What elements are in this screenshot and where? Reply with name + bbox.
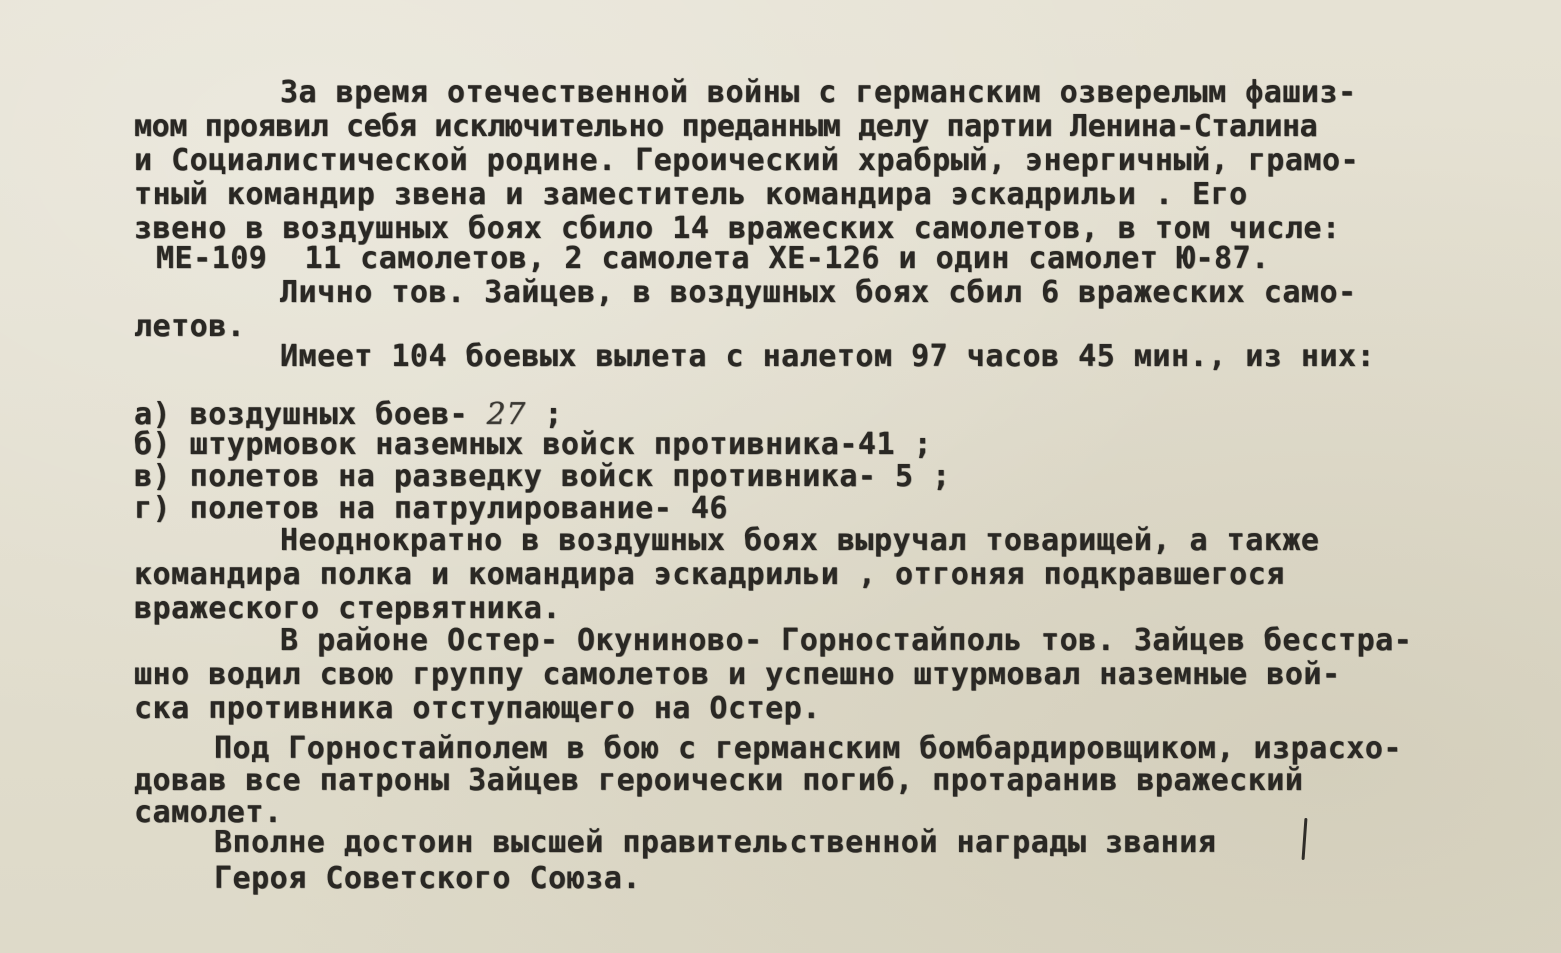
list-item-suffix: ; xyxy=(525,397,563,432)
text-line: Под Горностайполем в бою с германским бомбардировщиком, израсхо- xyxy=(214,731,1402,766)
list-item-label: а) воздушных боев- xyxy=(134,397,487,432)
list-item: в) полетов на разведку войск противника- 5 ; xyxy=(134,459,951,494)
text-line: ска противника отступающего на Остер. xyxy=(134,691,821,726)
list-item: б) штурмовок наземных войск противника-41 ; xyxy=(134,427,933,462)
text-line: тный командир звена и заместитель командира эскадрильи . Его xyxy=(134,177,1248,212)
text-line: вражеского стервятника. xyxy=(134,591,561,626)
text-line: самолет. xyxy=(134,795,283,830)
text-line: За время отечественной войны с германским озверелым фашиз- xyxy=(280,75,1357,110)
text-line: и Социалистической родине. Героический храбрый, энергичный, грамо- xyxy=(134,143,1360,178)
text-line: Имеет 104 боевых вылета с налетом 97 часов 45 мин., из них: xyxy=(280,339,1376,374)
pencil-mark xyxy=(1302,818,1308,860)
text-line: мом проявил себя исключительно преданным делу партии Ленина-Сталина xyxy=(134,109,1318,144)
text-line: шно водил свою группу самолетов и успешно штурмовал наземные вой- xyxy=(134,657,1341,692)
handwritten-value: 27 xyxy=(486,397,526,432)
text-line: Лично тов. Зайцев, в воздушных боях сбил 6 вражеских само- xyxy=(280,275,1357,310)
text-line: летов. xyxy=(134,309,246,344)
text-line: Вполне достоин высшей правительственной награды звания xyxy=(214,825,1217,860)
text-line: звено в воздушных боях сбило 14 вражеских самолетов, в том числе: xyxy=(134,211,1341,246)
text-line: довав все патроны Зайцев героически погиб, протаранив вражеский xyxy=(134,763,1304,798)
text-line: Неоднократно в воздушных боях выручал товарищей, а также xyxy=(280,523,1320,558)
text-line: МЕ-109 11 самолетов, 2 самолета ХЕ-126 и один самолет Ю-87. xyxy=(156,241,1270,276)
list-item: г) полетов на патрулирование- 46 xyxy=(134,491,728,526)
text-line: командира полка и командира эскадрильи , отгоняя подкравшегося xyxy=(134,557,1285,592)
text-line: Героя Советского Союза. xyxy=(214,861,641,896)
text-line: В районе Остер- Окуниново- Горностайполь тов. Зайцев бесстра- xyxy=(280,623,1413,658)
